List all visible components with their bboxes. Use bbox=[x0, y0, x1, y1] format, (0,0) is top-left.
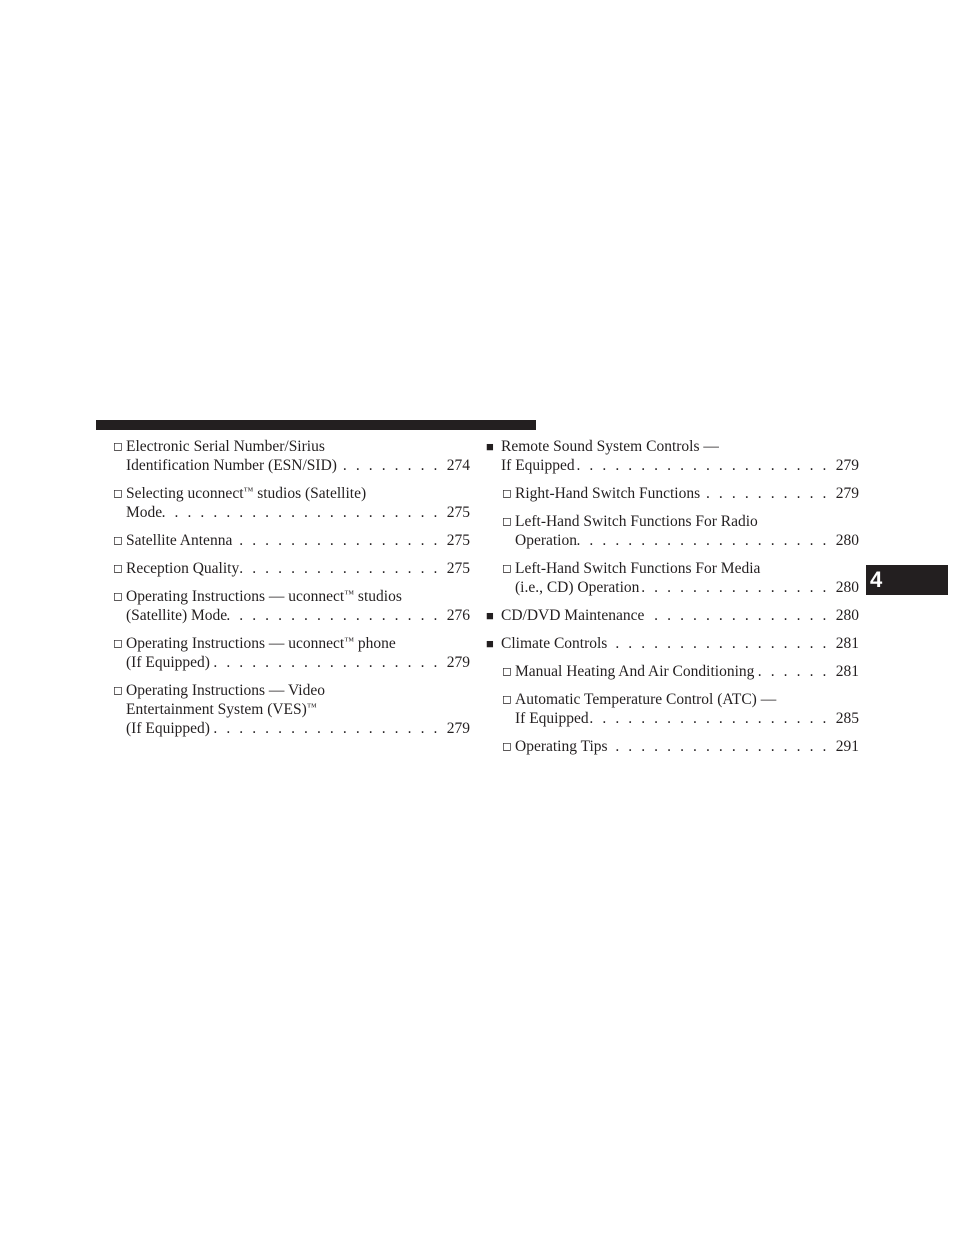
dot-leader bbox=[608, 737, 835, 756]
toc-entry-title: If Equipped bbox=[501, 457, 575, 474]
page-number[interactable]: 276 bbox=[446, 607, 470, 624]
toc-entry[interactable] bbox=[113, 437, 470, 475]
hollow-square-bullet-icon: ◻ bbox=[113, 589, 123, 603]
toc-entry-title: Identification Number (ESN/SID) bbox=[126, 457, 337, 474]
toc-entry-last-line bbox=[501, 606, 859, 625]
toc-entry-title: Operating Tips bbox=[515, 738, 608, 755]
toc-entry-last-line bbox=[501, 456, 859, 475]
toc-entry-title-line: Selecting uconnect™ studios (Satellite) bbox=[126, 485, 367, 502]
toc-entry[interactable] bbox=[502, 512, 859, 550]
dot-leader bbox=[575, 456, 835, 475]
hollow-square-bullet-icon: ◻ bbox=[502, 561, 512, 575]
dot-leader bbox=[239, 559, 446, 578]
toc-entry-title: Right-Hand Switch Functions bbox=[515, 485, 701, 502]
hollow-square-bullet-icon: ◻ bbox=[502, 514, 512, 528]
toc-entry-title: Mode bbox=[126, 504, 163, 521]
toc-left-column bbox=[113, 437, 470, 747]
toc-entry[interactable] bbox=[113, 484, 470, 522]
toc-entry-last-line bbox=[515, 709, 859, 728]
toc-entry-last-line bbox=[515, 484, 859, 503]
toc-entry-last-line bbox=[515, 662, 859, 681]
toc-entry[interactable] bbox=[502, 662, 859, 681]
toc-entry-title: Operation bbox=[515, 532, 577, 549]
toc-entry-title-line: Entertainment System (VES)™ bbox=[126, 701, 317, 718]
toc-entry-title: (If Equipped) bbox=[126, 720, 210, 737]
dot-leader bbox=[210, 719, 446, 738]
hollow-square-bullet-icon: ◻ bbox=[502, 664, 512, 678]
toc-entry-last-line bbox=[126, 531, 470, 550]
toc-entry-title-line: Electronic Serial Number/Sirius bbox=[126, 438, 325, 455]
dot-leader bbox=[639, 578, 835, 597]
toc-entry-title-line: Remote Sound System Controls — bbox=[501, 438, 719, 455]
page-number[interactable]: 280 bbox=[835, 532, 859, 549]
page-number[interactable]: 275 bbox=[446, 532, 470, 549]
toc-entry[interactable] bbox=[486, 606, 859, 625]
dot-leader bbox=[337, 456, 446, 475]
chapter-tab[interactable]: 4 bbox=[866, 565, 948, 595]
hollow-square-bullet-icon: ◻ bbox=[113, 486, 123, 500]
toc-entry[interactable] bbox=[113, 531, 470, 550]
section-rule bbox=[96, 420, 536, 430]
toc-entry-last-line bbox=[515, 737, 859, 756]
dot-leader bbox=[700, 484, 835, 503]
dot-leader bbox=[210, 653, 446, 672]
toc-entry-title-line: Automatic Temperature Control (ATC) — bbox=[515, 691, 777, 708]
toc-entry-title: Manual Heating And Air Conditioning bbox=[515, 663, 755, 680]
page-number[interactable]: 291 bbox=[835, 738, 859, 755]
page-number[interactable]: 275 bbox=[446, 504, 470, 521]
hollow-square-bullet-icon: ◻ bbox=[113, 561, 123, 575]
toc-entry-title: (i.e., CD) Operation bbox=[515, 579, 640, 596]
toc-entry[interactable] bbox=[502, 737, 859, 756]
toc-entry-title: (If Equipped) bbox=[126, 654, 210, 671]
toc-entry-title-line: Operating Instructions — Video bbox=[126, 682, 325, 699]
dot-leader bbox=[162, 503, 446, 522]
page-number[interactable]: 279 bbox=[835, 485, 859, 502]
hollow-square-bullet-icon: ◻ bbox=[113, 636, 123, 650]
toc-entry-last-line bbox=[126, 606, 470, 625]
toc-entry-last-line bbox=[126, 503, 470, 522]
dot-leader bbox=[227, 606, 446, 625]
toc-entry-last-line bbox=[126, 456, 470, 475]
toc-entry-last-line bbox=[126, 559, 470, 578]
dot-leader bbox=[644, 606, 835, 625]
toc-entry[interactable] bbox=[502, 690, 859, 728]
square-bullet-icon: ■ bbox=[486, 636, 494, 651]
hollow-square-bullet-icon: ◻ bbox=[113, 683, 123, 697]
toc-entry-title: Satellite Antenna bbox=[126, 532, 233, 549]
page-number[interactable]: 280 bbox=[835, 579, 859, 596]
page-number[interactable]: 279 bbox=[446, 720, 470, 737]
toc-entry[interactable] bbox=[486, 437, 859, 475]
toc-entry-last-line bbox=[126, 719, 470, 738]
toc-entry-last-line bbox=[515, 531, 859, 550]
dot-leader bbox=[754, 662, 835, 681]
toc-entry-title: Reception Quality bbox=[126, 560, 240, 577]
square-bullet-icon: ■ bbox=[486, 439, 494, 454]
hollow-square-bullet-icon: ◻ bbox=[502, 692, 512, 706]
page-number[interactable]: 280 bbox=[835, 607, 859, 624]
page-number[interactable]: 285 bbox=[835, 710, 859, 727]
page-number[interactable]: 281 bbox=[835, 663, 859, 680]
toc-entry[interactable] bbox=[113, 681, 470, 738]
dot-leader bbox=[232, 531, 446, 550]
page-number[interactable]: 281 bbox=[835, 635, 859, 652]
toc-entry[interactable] bbox=[113, 559, 470, 578]
toc-entry-title-line: Operating Instructions — uconnect™ phone bbox=[126, 635, 396, 652]
page-number[interactable]: 275 bbox=[446, 560, 470, 577]
toc-entry[interactable] bbox=[113, 634, 470, 672]
dot-leader bbox=[607, 634, 835, 653]
hollow-square-bullet-icon: ◻ bbox=[502, 486, 512, 500]
toc-entry-last-line bbox=[501, 634, 859, 653]
toc-entry-title: If Equipped bbox=[515, 710, 589, 727]
hollow-square-bullet-icon: ◻ bbox=[113, 439, 123, 453]
toc-entry-title-line: Operating Instructions — uconnect™ studios bbox=[126, 588, 402, 605]
toc-entry-title: CD/DVD Maintenance bbox=[501, 607, 645, 624]
page-number[interactable]: 279 bbox=[446, 654, 470, 671]
toc-entry[interactable] bbox=[486, 634, 859, 653]
toc-entry-title-line: Left-Hand Switch Functions For Media bbox=[515, 560, 761, 577]
dot-leader bbox=[589, 709, 835, 728]
toc-entry[interactable] bbox=[502, 484, 859, 503]
toc-entry[interactable] bbox=[113, 587, 470, 625]
page-number[interactable]: 274 bbox=[446, 457, 470, 474]
toc-entry-last-line bbox=[515, 578, 859, 597]
toc-entry-title: Climate Controls bbox=[501, 635, 608, 652]
toc-entry-title-line: Left-Hand Switch Functions For Radio bbox=[515, 513, 758, 530]
dot-leader bbox=[577, 531, 835, 550]
toc-entry-title: (Satellite) Mode bbox=[126, 607, 228, 624]
toc-right-column bbox=[486, 437, 859, 765]
page-number[interactable]: 279 bbox=[835, 457, 859, 474]
toc-entry-last-line bbox=[126, 653, 470, 672]
hollow-square-bullet-icon: ◻ bbox=[502, 739, 512, 753]
square-bullet-icon: ■ bbox=[486, 608, 494, 623]
toc-entry[interactable] bbox=[502, 559, 859, 597]
hollow-square-bullet-icon: ◻ bbox=[113, 533, 123, 547]
